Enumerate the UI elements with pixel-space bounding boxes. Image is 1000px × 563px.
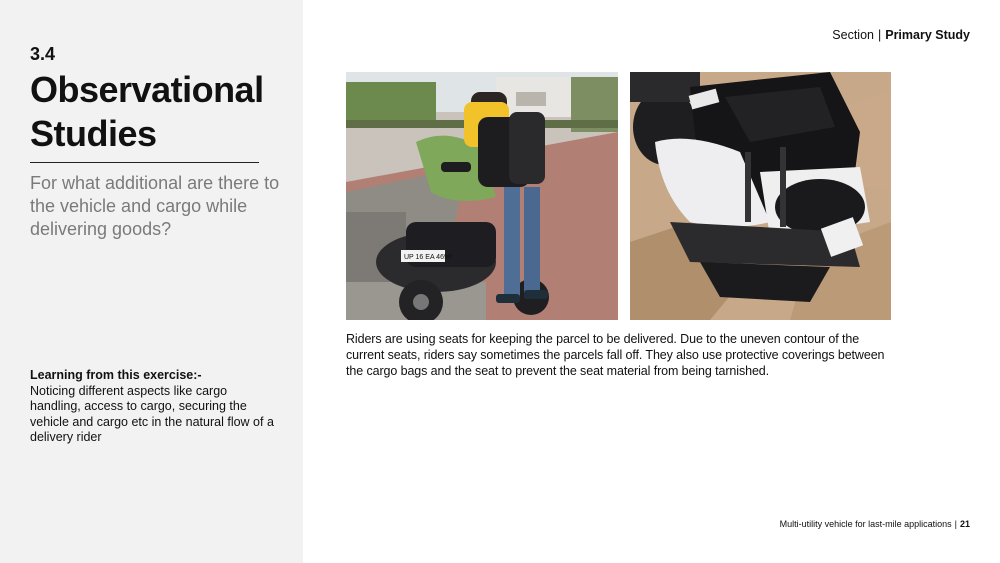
- section-number: 3.4: [30, 44, 56, 64]
- title-line-1: Observational: [30, 69, 264, 110]
- footer-doc-title: Multi-utility vehicle for last-mile applications: [779, 519, 952, 529]
- license-plate: UP 16 EA 4698: [404, 254, 452, 261]
- study-question: For what additional are there to the vehicle and cargo while delivering goods?: [30, 173, 280, 239]
- title-line-2: Studies: [30, 113, 157, 154]
- learning-block: [30, 368, 280, 446]
- header-separator: |: [877, 28, 882, 42]
- page-footer: [780, 519, 970, 529]
- motorcycle-seat-cargo-photo: [630, 72, 891, 320]
- section-header: [832, 28, 970, 42]
- footer-separator: |: [954, 519, 957, 529]
- page-title: [30, 68, 292, 156]
- rider-with-motorcycle-photo: [346, 72, 618, 320]
- learning-text: Noticing different aspects like cargo handling, access to cargo, securing the vehicle and cargo etc in the natural flow of a delivery rider: [30, 383, 274, 444]
- left-panel: [0, 0, 303, 563]
- section-name: Primary Study: [885, 28, 970, 42]
- photo-caption: Riders are using seats for keeping the parcel to be delivered. Due to the uneven contour of the current seats, riders say sometimes the parcels fall off. They also use protective coverings between the cargo bags and the seat to prevent the seat material from being tarnished.: [346, 332, 885, 378]
- learning-title: Learning from this exercise:-: [30, 368, 202, 382]
- section-label: Section: [832, 28, 874, 42]
- title-divider: [30, 162, 259, 163]
- page-number: 21: [959, 519, 970, 529]
